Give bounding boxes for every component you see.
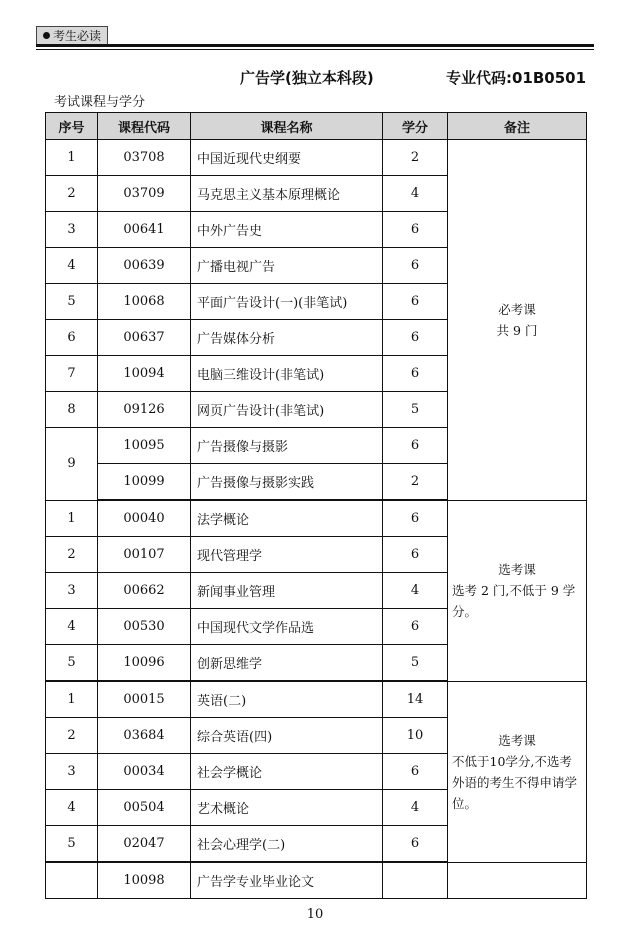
cell-no: 5 [46,645,98,682]
table-row [46,681,587,718]
cell-code: 00034 [98,754,191,790]
cell-credit: 6 [383,500,448,537]
cell-no: 2 [46,176,98,212]
table-row [46,140,587,176]
cell-name: 创新思维学 [191,645,383,682]
table-header-row [46,113,587,140]
cell-no: 4 [46,609,98,645]
cell-code: 10096 [98,645,191,682]
cell-no: 3 [46,754,98,790]
cell-credit: 6 [383,428,448,464]
cell-no: 3 [46,573,98,609]
cell-no: 1 [46,140,98,176]
cell-code: 03709 [98,176,191,212]
cell-code: 00530 [98,609,191,645]
cell-note [448,862,587,899]
cell-no [46,862,98,899]
note-elective-b [448,681,587,862]
bullet-icon [43,32,50,39]
course-table [45,112,587,899]
cell-credit [383,862,448,899]
cell-credit: 4 [383,176,448,212]
cell-name: 平面广告设计(一)(非笔试) [191,284,383,320]
cell-credit: 6 [383,826,448,863]
cell-code: 00504 [98,790,191,826]
note-line: 不低于10学分,不选考外语的考生不得申请学位。 [452,753,578,811]
header-note: 备注 [448,113,587,140]
header-rule-thick [36,44,594,47]
cell-credit: 6 [383,754,448,790]
header-rule-thin [36,49,594,50]
cell-no: 8 [46,392,98,428]
table-row [46,500,587,537]
cell-no: 1 [46,500,98,537]
cell-credit: 6 [383,609,448,645]
cell-credit: 6 [383,537,448,573]
cell-no: 2 [46,537,98,573]
cell-no: 2 [46,718,98,754]
cell-credit: 2 [383,140,448,176]
cell-code: 10068 [98,284,191,320]
cell-no: 3 [46,212,98,248]
cell-name: 广告摄像与摄影 [191,428,383,464]
cell-code: 00107 [98,537,191,573]
cell-name: 马克思主义基本原理概论 [191,176,383,212]
cell-no: 1 [46,681,98,718]
cell-name: 综合英语(四) [191,718,383,754]
cell-name: 中外广告史 [191,212,383,248]
cell-credit: 10 [383,718,448,754]
cell-code: 00639 [98,248,191,284]
cell-code: 09126 [98,392,191,428]
cell-no: 9 [46,428,98,501]
cell-code: 00641 [98,212,191,248]
cell-credit: 2 [383,464,448,501]
note-line: 选考 2 门,不低于 9 学分。 [452,583,576,619]
cell-code: 00662 [98,573,191,609]
cell-credit: 6 [383,356,448,392]
cell-code: 10094 [98,356,191,392]
cell-name: 网页广告设计(非笔试) [191,392,383,428]
cell-no: 5 [46,826,98,863]
cell-credit: 14 [383,681,448,718]
cell-name: 新闻事业管理 [191,573,383,609]
header-credit: 学分 [383,113,448,140]
cell-credit: 6 [383,248,448,284]
cell-name: 中国现代文学作品选 [191,609,383,645]
cell-credit: 5 [383,392,448,428]
cell-code: 10095 [98,428,191,464]
cell-code: 00015 [98,681,191,718]
cell-no: 5 [46,284,98,320]
header-tag [36,26,108,46]
cell-code: 00637 [98,320,191,356]
cell-credit: 5 [383,645,448,682]
cell-code: 03708 [98,140,191,176]
cell-credit: 4 [383,790,448,826]
cell-no: 7 [46,356,98,392]
cell-name: 社会心理学(二) [191,826,383,863]
cell-credit: 6 [383,212,448,248]
cell-credit: 4 [383,573,448,609]
cell-no: 4 [46,248,98,284]
cell-credit: 6 [383,284,448,320]
cell-code: 00040 [98,500,191,537]
cell-name: 电脑三维设计(非笔试) [191,356,383,392]
header-tag-label: 考生必读 [53,29,102,43]
header-name: 课程名称 [191,113,383,140]
note-line: 必考课 [498,301,536,317]
cell-code: 10098 [98,862,191,899]
cell-name: 现代管理学 [191,537,383,573]
page-number: 10 [306,907,324,922]
note-elective-a [448,500,587,681]
table-row-thesis [46,862,587,899]
cell-credit: 6 [383,320,448,356]
cell-name: 广告媒体分析 [191,320,383,356]
header-code: 课程代码 [98,113,191,140]
note-required [448,140,587,501]
header-no: 序号 [46,113,98,140]
cell-code: 03684 [98,718,191,754]
cell-no: 4 [46,790,98,826]
cell-name: 艺术概论 [191,790,383,826]
major-code: 专业代码:01B0501 [446,69,587,87]
cell-name: 英语(二) [191,681,383,718]
section-title: 考试课程与学分 [54,95,146,110]
cell-name: 广告摄像与摄影实践 [191,464,383,501]
cell-name: 中国近现代史纲要 [191,140,383,176]
cell-no: 6 [46,320,98,356]
note-line: 选考课 [498,562,536,577]
page-title: 广告学(独立本科段) [240,69,374,87]
cell-name: 广告学专业毕业论文 [191,862,383,899]
cell-name: 广播电视广告 [191,248,383,284]
note-line: 共 9 门 [496,322,538,338]
cell-code: 02047 [98,826,191,863]
note-line: 选考课 [498,732,536,748]
cell-name: 社会学概论 [191,754,383,790]
cell-name: 法学概论 [191,500,383,537]
cell-code: 10099 [98,464,191,501]
